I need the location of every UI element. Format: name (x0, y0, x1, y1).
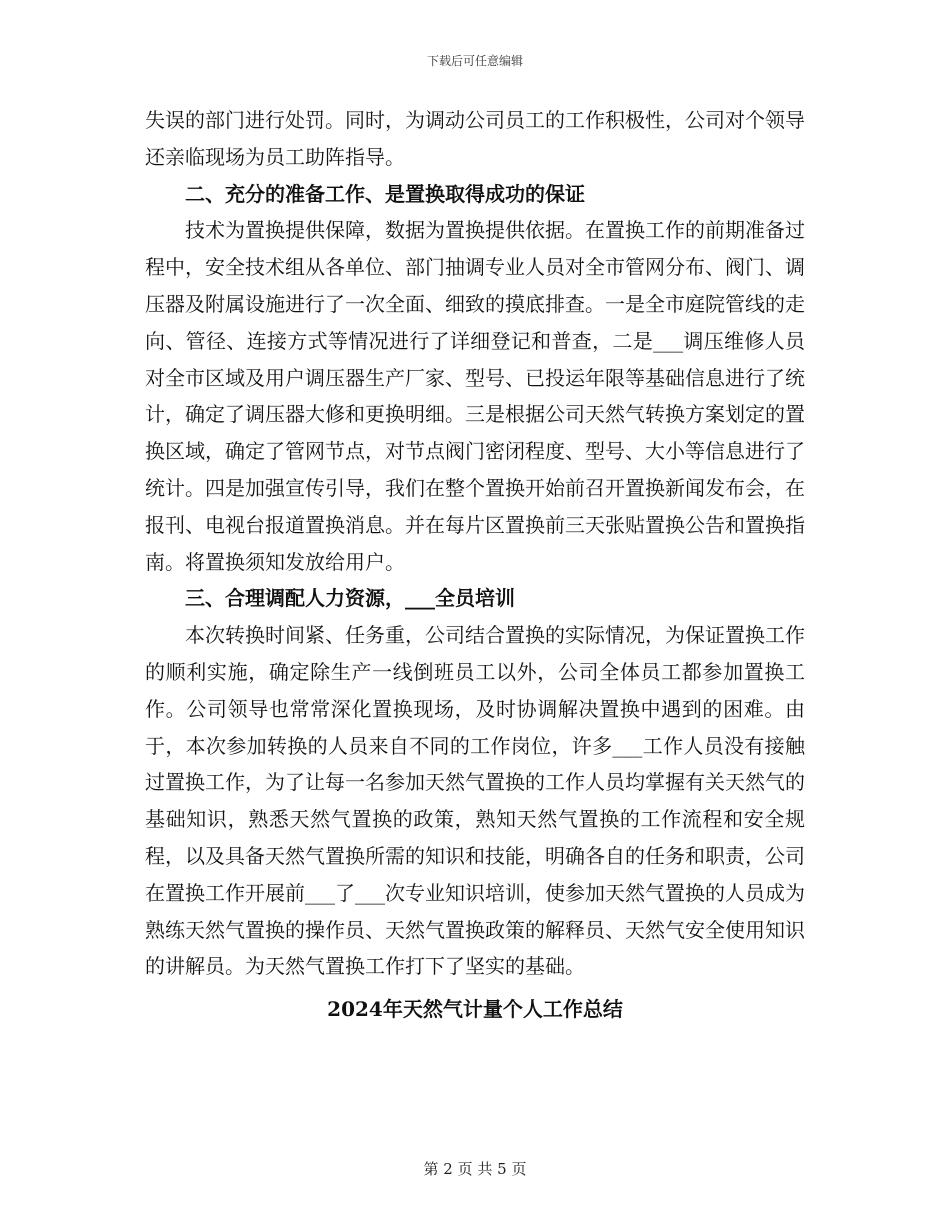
document-title: 2024年天然气计量个人工作总结 (327, 997, 623, 1022)
paragraph-preparation: 技术为置换提供保障，数据为置换提供依据。在置换工作的前期准备过程中，安全技术组从各单位、部门抽调专业人员对全市管网分布、阀门、调压器及附属设施进行了一次全面、细致的摸底排查。一是全市庭院管线的走向、管径、连接方式等情况进行了详细登记和普查，二是___调压维修人员对全市区域及用户调压器生产厂家、型号、已投运年限等基础信息进行了统计，确定了调压器大修和更换明细。三是根据公司天然气转换方案划定的置换区域，确定了管网节点，对节点阀门密闭程度、型号、大小等信息进行了统计。四是加强宣传引导，我们在整个置换开始前召开置换新闻发布会，在报刊、电视台报道置换消息。并在每片区置换前三天张贴置换公告和置换指南。将置换须知发放给用户。 (145, 218, 805, 574)
paragraph-training: 本次转换时间紧、任务重，公司结合置换的实际情况，为保证置换工作的顺利实施，确定除生产一线倒班员工以外，公司全体员工都参加置换工作。公司领导也常常深化置换现场，及时协调解决置换中遇到的困难。由于，本次参加转换的人员来自不同的工作岗位，许多___工作人员没有接触过置换工作，为了让每一名参加天然气置换的工作人员均掌握有关天然气的基础知识，熟悉天然气置换的政策，熟知天然气置换的工作流程和安全规程，以及具备天然气置换所需的知识和技能，明确各自的任务和职责，公司在置换工作开展前___了___次专业知识培训，使参加天然气置换的人员成为熟练天然气置换的操作员、天然气置换政策的解释员、天然气安全使用知识的讲解员。为天然气置换工作打下了坚实的基础。 (145, 623, 805, 979)
document-body (145, 102, 805, 1028)
page-header: 下载后可任意编辑 (426, 54, 523, 68)
page-number: 第 2 页 共 5 页 (423, 1160, 527, 1178)
paragraph-continuation: 失误的部门进行处罚。同时，为调动公司员工的工作积极性，公司对个领导还亲临现场为员工助阵指导。 (145, 108, 805, 169)
section-heading-3: 三、合理调配人力资源，___全员培训 (185, 586, 515, 611)
section-heading-2: 二、充分的准备工作、是置换取得成功的保证 (185, 181, 585, 206)
